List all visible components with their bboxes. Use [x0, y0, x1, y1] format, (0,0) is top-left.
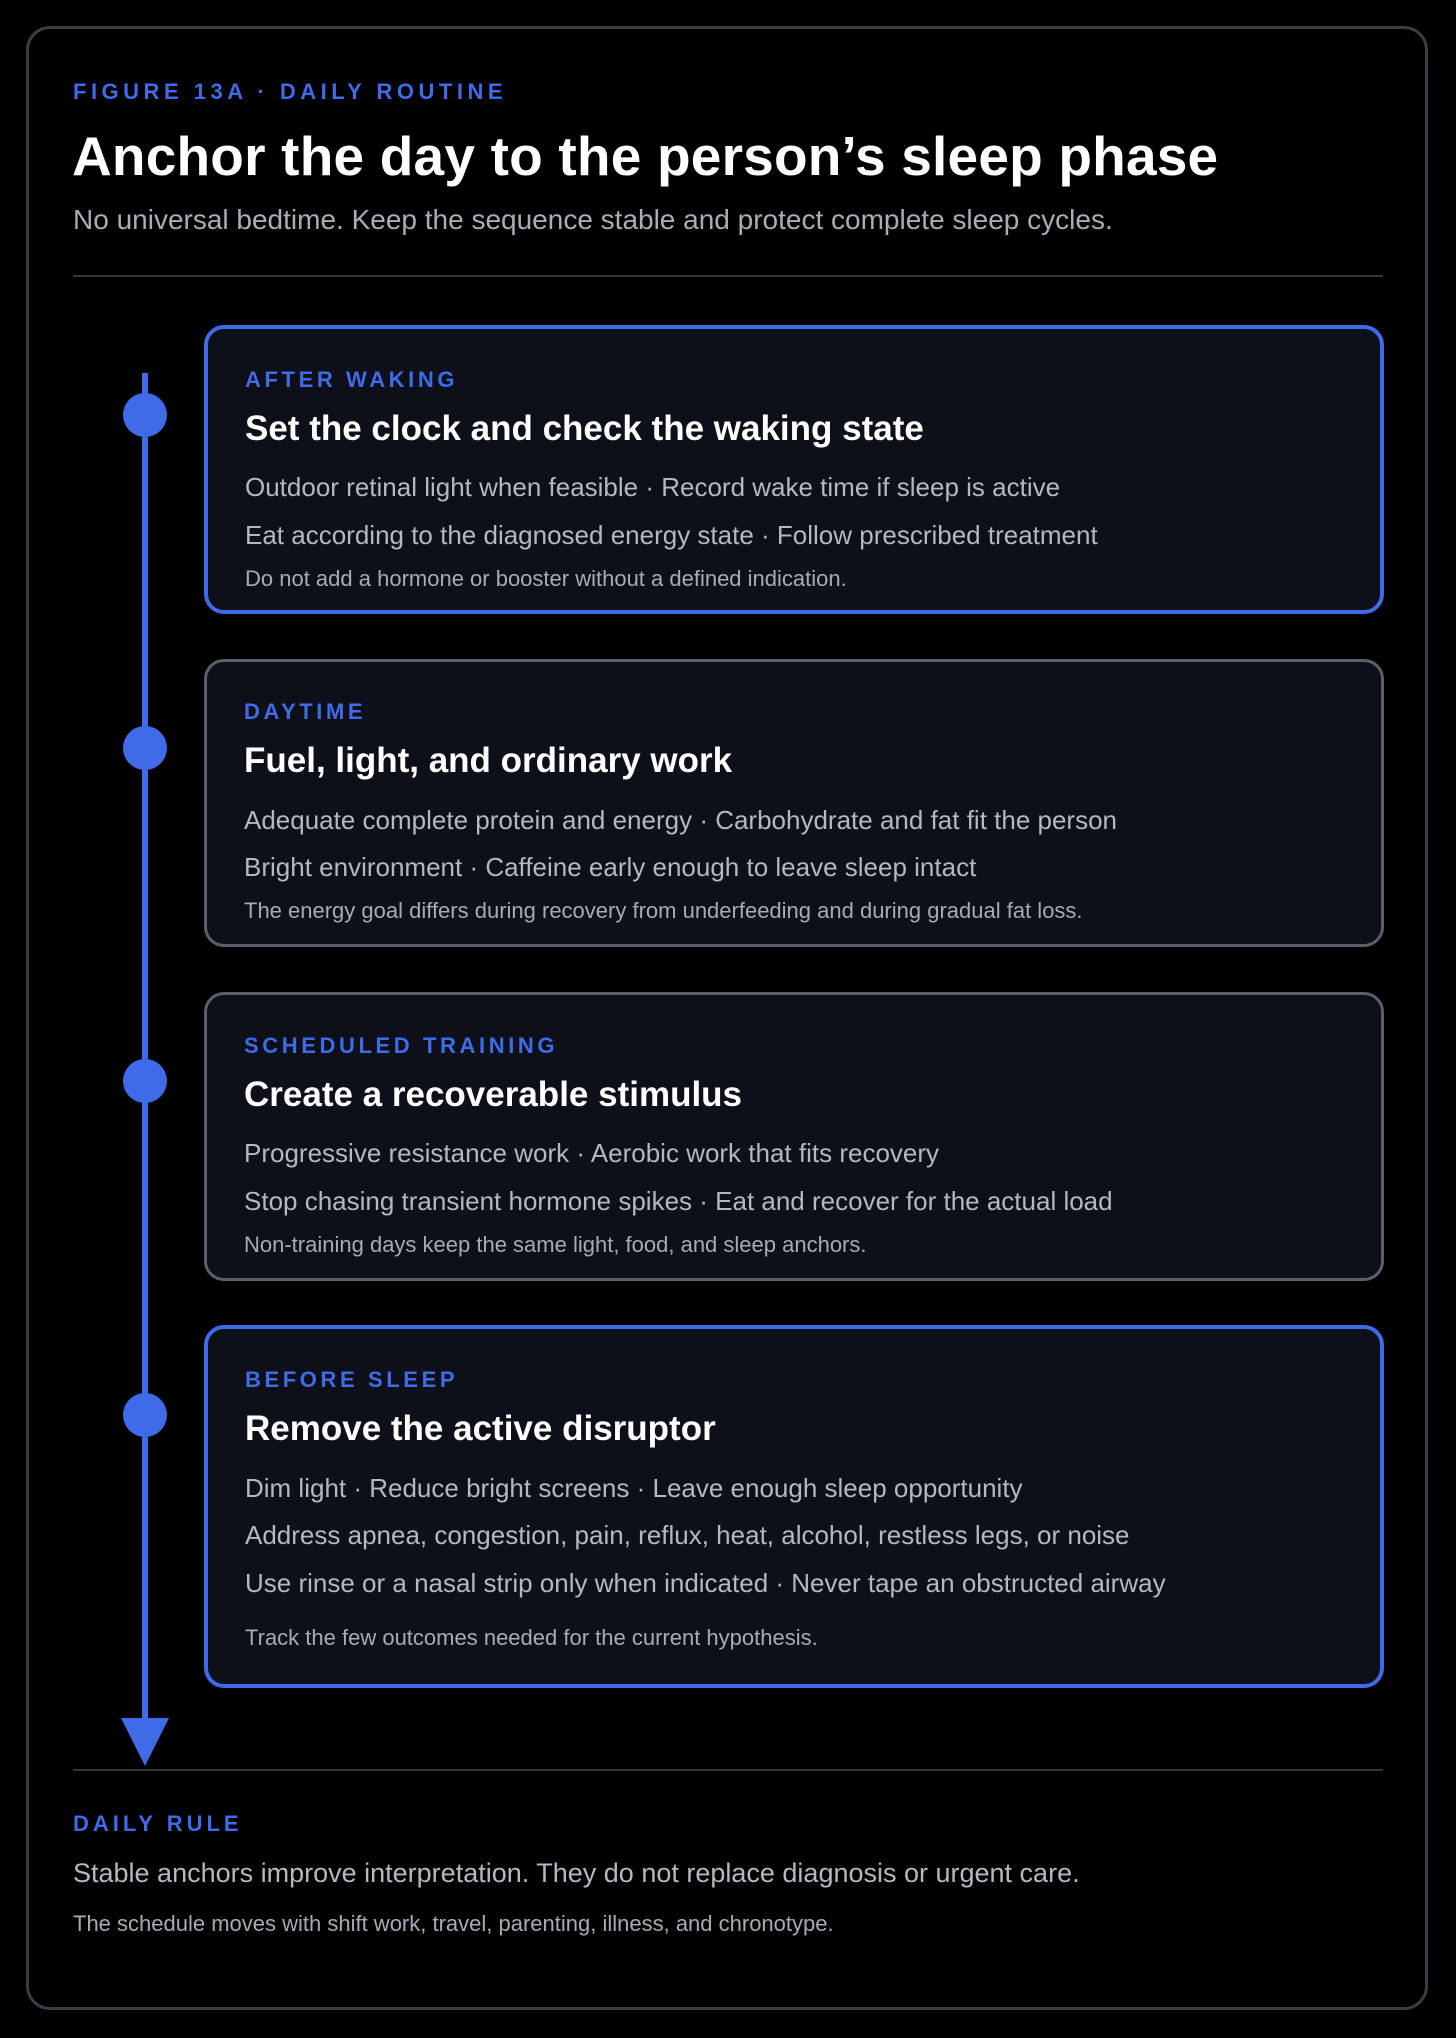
footer-note: The schedule moves with shift work, travel, parenting, illness, and chronotype.	[73, 1911, 834, 1936]
footer-kicker: DAILY RULE	[73, 1811, 243, 1836]
stage-card-before-sleep	[204, 1325, 1384, 1688]
stage-kicker: SCHEDULED TRAINING	[244, 1033, 559, 1058]
timeline-dot-scheduled-training	[123, 1059, 167, 1103]
stage-kicker: AFTER WAKING	[245, 367, 459, 392]
timeline-dot-before-sleep	[123, 1393, 167, 1437]
stage-heading: Fuel, light, and ordinary work	[244, 741, 733, 780]
stage-note: Non-training days keep the same light, food, and sleep anchors.	[244, 1232, 867, 1257]
header-divider	[73, 275, 1383, 277]
stage-note: Track the few outcomes needed for the current hypothesis.	[245, 1625, 818, 1650]
stage-card-after-waking	[204, 325, 1384, 614]
page-title: Anchor the day to the person’s sleep phase	[72, 125, 1219, 187]
stage-line: Address apnea, congestion, pain, reflux, heat, alcohol, restless legs, or noise	[245, 1520, 1130, 1550]
stage-line: Bright environment · Caffeine early enough to leave sleep intact	[244, 852, 977, 882]
timeline-dot-after-waking	[123, 393, 167, 437]
stage-heading: Remove the active disruptor	[245, 1409, 716, 1448]
stage-heading: Create a recoverable stimulus	[244, 1075, 743, 1114]
timeline-arrow-icon	[121, 1718, 169, 1766]
figure-eyebrow: FIGURE 13A · DAILY ROUTINE	[73, 79, 508, 104]
stage-line: Progressive resistance work · Aerobic work that fits recovery	[244, 1138, 940, 1168]
stage-kicker: BEFORE SLEEP	[245, 1367, 459, 1392]
stage-line: Stop chasing transient hormone spikes · Eat and recover for the actual load	[244, 1186, 1113, 1216]
timeline-dot-daytime	[123, 726, 167, 770]
stage-card-scheduled-training	[204, 992, 1384, 1281]
page-subtitle: No universal bedtime. Keep the sequence stable and protect complete sleep cycles.	[73, 204, 1113, 235]
stage-heading: Set the clock and check the waking state	[245, 409, 924, 448]
stage-line: Outdoor retinal light when feasible · Record wake time if sleep is active	[245, 472, 1061, 502]
stage-line: Adequate complete protein and energy · Carbohydrate and fat fit the person	[244, 805, 1118, 835]
timeline-line	[142, 373, 148, 1723]
stage-line: Use rinse or a nasal strip only when indicated · Never tape an obstructed airway	[245, 1568, 1166, 1598]
stage-line: Dim light · Reduce bright screens · Leave enough sleep opportunity	[245, 1473, 1023, 1503]
stage-kicker: DAYTIME	[244, 699, 367, 724]
stage-line: Eat according to the diagnosed energy state · Follow prescribed treatment	[245, 520, 1098, 550]
footer-main-text: Stable anchors improve interpretation. They do not replace diagnosis or urgent care.	[73, 1858, 1080, 1888]
stage-note: The energy goal differs during recovery from underfeeding and during gradual fat loss.	[244, 898, 1083, 923]
stage-note: Do not add a hormone or booster without a defined indication.	[245, 566, 847, 591]
stage-card-daytime	[204, 659, 1384, 947]
footer-divider	[73, 1769, 1383, 1771]
